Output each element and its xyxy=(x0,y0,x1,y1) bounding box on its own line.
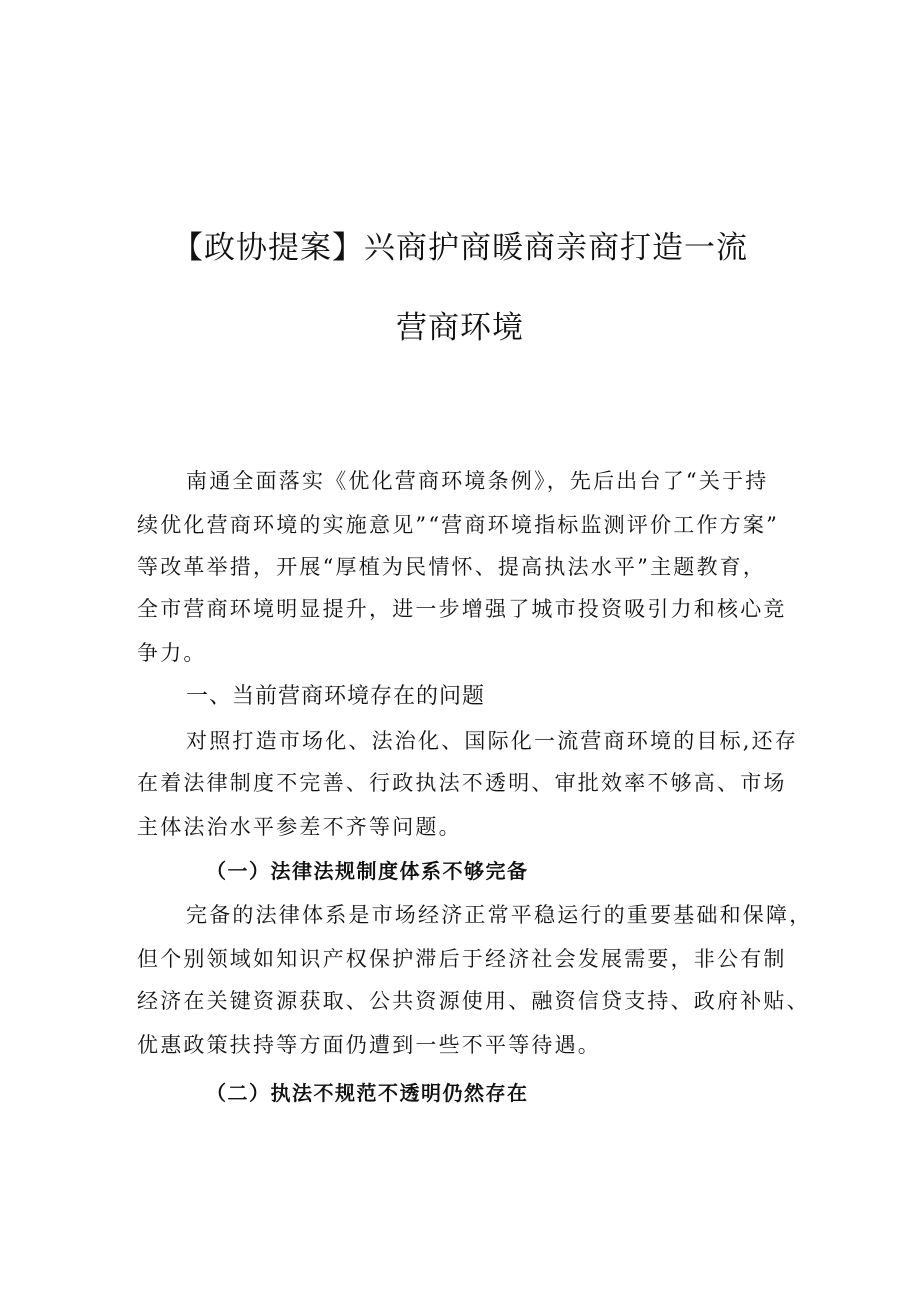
document-title-line-2: 营商环境 xyxy=(396,310,524,346)
intro-line: 续优化营商环境的实施意见”“营商环境指标监测评价工作方案” xyxy=(137,513,780,537)
subsection1-line: 经济在关键资源获取、公共资源使用、融资信贷支持、政府补贴、 xyxy=(137,989,810,1013)
intro-line: 南通全面落实《优化营商环境条例》，先后出台了“关于持 xyxy=(186,469,769,493)
intro-line: 全市营商环境明显提升，进一步增强了城市投资吸引力和核心竞 xyxy=(137,597,787,621)
subsection-heading-1: （一）法律法规制度体系不够完备 xyxy=(206,859,529,883)
document-title-line-1: 【政协提案】兴商护商暖商亲商打造一流 xyxy=(172,230,748,266)
subsection1-line: 完备的法律体系是市场经济正常平稳运行的重要基础和保障， xyxy=(186,903,813,927)
intro-line: 争力。 xyxy=(137,641,207,665)
subsection-heading-2: （二）执法不规范不透明仍然存在 xyxy=(206,1081,529,1105)
section1-line: 主体法治水平参差不齐等问题。 xyxy=(137,815,462,839)
section1-line: 在着法律制度不完善、行政执法不透明、审批效率不够高、市场 xyxy=(137,771,787,795)
subsection1-line: 优惠政策扶持等方面仍遭到一些不平等待遇。 xyxy=(137,1033,601,1057)
subsection1-line: 但个别领域如知识产权保护滞后于经济社会发展需要，非公有制 xyxy=(137,947,787,971)
intro-line: 等改革举措，开展“厚植为民情怀、提高执法水平”主题教育， xyxy=(137,555,767,579)
section1-line: 对照打造市场化、法治化、国际化一流营商环境的目标,还存 xyxy=(186,729,799,753)
section-heading-1: 一、当前营商环境存在的问题 xyxy=(186,684,486,709)
